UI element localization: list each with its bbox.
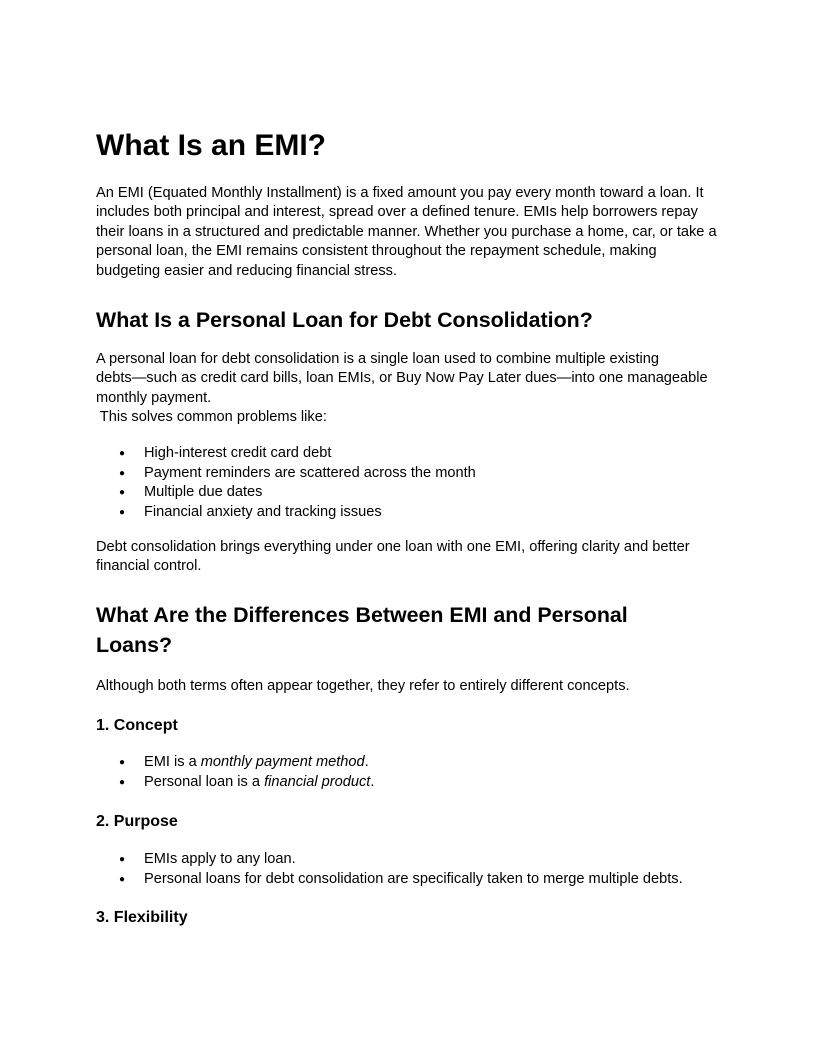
emi-paragraph [96, 184, 724, 281]
concept-list [96, 753, 724, 792]
text-line: budgeting easier and reducing financial stress. [96, 262, 397, 279]
text-line: This solves common problems like: [96, 409, 327, 426]
heading-line: Loans? [96, 633, 173, 657]
text-line: monthly payment. [96, 389, 212, 406]
heading-purpose: 2. Purpose [96, 813, 178, 830]
text-line: debts—such as credit card bills, loan EMIs, or Buy Now Pay Later dues—into one manageable [96, 370, 708, 387]
debt-consolidation-paragraph [96, 350, 724, 428]
list-text: EMI is a [144, 754, 201, 770]
list-item: ● Personal loans for debt consolidation are specifically taken to merge multiple debts. [96, 870, 724, 890]
text-line: A personal loan for debt consolidation is a single loan used to combine multiple existing [96, 351, 660, 367]
emphasis-text: financial product [264, 773, 371, 790]
list-item: ● Financial anxiety and tracking issues [96, 503, 724, 523]
list-text: . [364, 754, 369, 770]
consolidation-closing-paragraph [96, 538, 724, 577]
heading-flexibility: 3. Flexibility [96, 909, 188, 926]
list-item: ● Multiple due dates [96, 483, 724, 503]
list-item [96, 773, 724, 793]
text-line: An EMI (Equated Monthly Installment) is a fixed amount you pay every month toward a loan. It [96, 185, 704, 201]
heading-what-is-emi: What Is an EMI? [96, 129, 327, 162]
problems-list [96, 444, 724, 522]
list-text: . [370, 773, 375, 790]
differences-intro: Although both terms often appear together, they refer to entirely different concepts. [96, 678, 630, 694]
list-item [96, 753, 724, 773]
text-line: financial control. [96, 558, 202, 575]
list-text: Personal loan is a [144, 773, 265, 790]
heading-concept: 1. Concept [96, 717, 178, 734]
heading-differences [96, 600, 628, 660]
heading-line: What Are the Differences Between EMI and Personal [96, 603, 628, 627]
list-item: ● High-interest credit card debt [96, 444, 724, 464]
text-line: includes both principal and interest, spread over a defined tenure. EMIs help borrowers repay [96, 204, 698, 221]
list-item: ● Payment reminders are scattered across the month [96, 464, 724, 484]
text-line: Debt consolidation brings everything under one loan with one EMI, offering clarity and better [96, 539, 690, 555]
emphasis-text: monthly payment method [200, 754, 365, 770]
purpose-list [96, 850, 724, 889]
list-item: ● EMIs apply to any loan. [96, 850, 724, 870]
text-line: personal loan, the EMI remains consistent throughout the repayment schedule, making [96, 243, 657, 260]
text-line: their loans in a structured and predictable manner. Whether you purchase a home, car, or take a [96, 223, 717, 240]
heading-debt-consolidation: What Is a Personal Loan for Debt Consolidation? [96, 308, 593, 332]
